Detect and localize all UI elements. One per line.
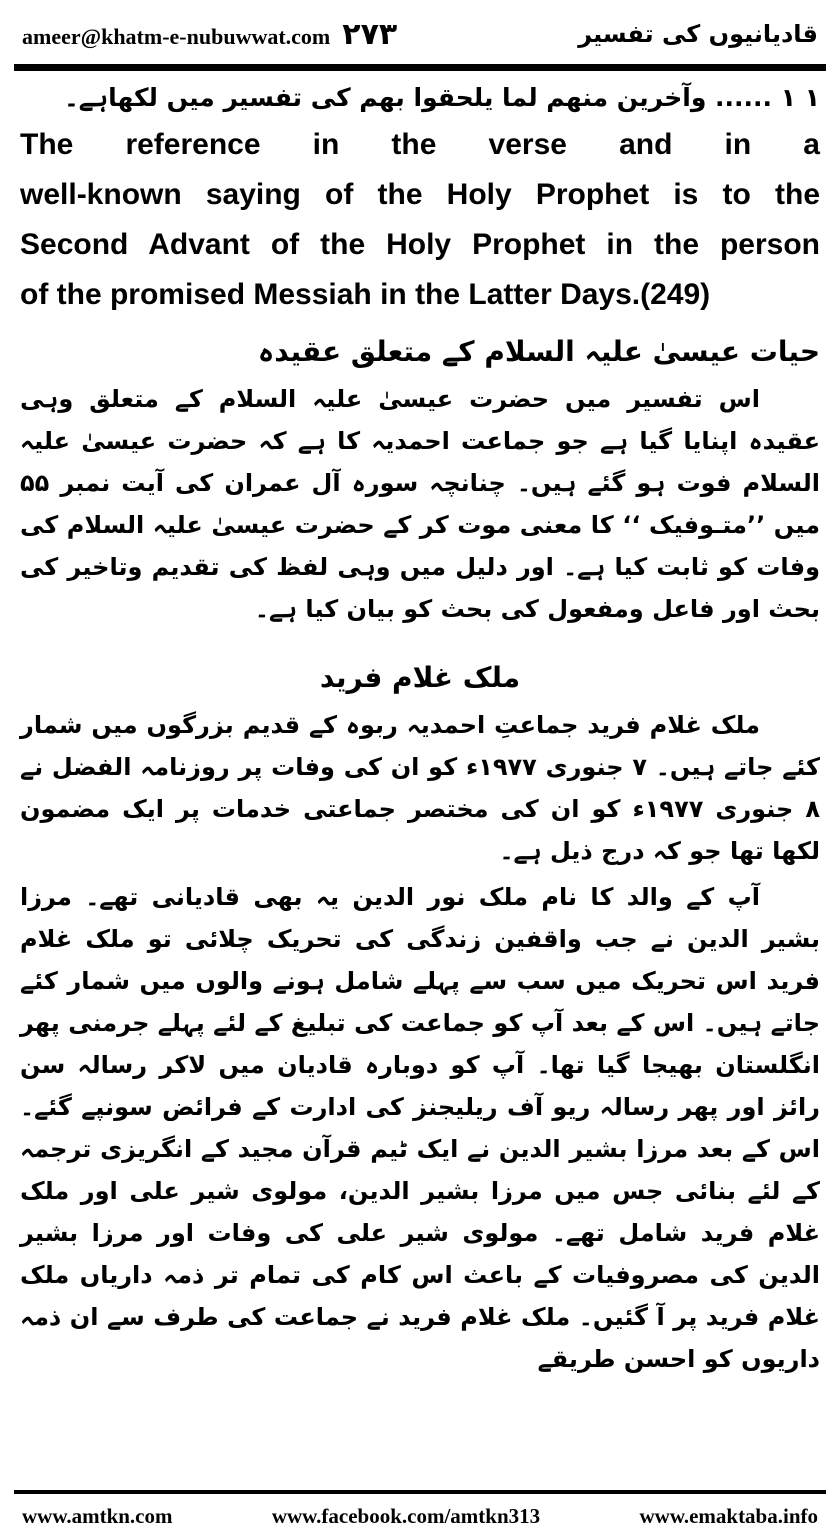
page-number: ۲۷۳ (342, 16, 398, 52)
header-rule (14, 64, 826, 71)
section-paragraph: ملک غلام فرید جماعتِ احمدیہ ربوہ کے قدیم بزرگوں میں شمار کئے جاتے ہیں۔ ۷ جنوری ۱۹۷۷ء کو ان کی وفات پر روزنامہ الفضل نے ۸ جنوری ۱۹۷۷ء کو ان کی مختصر جماعتی خدمات پر ایک مضمون لکھا تھا جو کہ درج ذیل ہے۔ (20, 711, 821, 865)
english-line: Second Advant of the Holy Prophet in the person (20, 228, 820, 261)
english-line: well-known saying of the Holy Prophet is to the (20, 178, 820, 211)
footer-rule (14, 1490, 826, 1494)
english-line: The reference in the verse and in a (20, 128, 820, 161)
book-title: قادیانیوں کی تفسیر (578, 20, 818, 48)
english-line: of the promised Messiah in the Latter Days.(249) (20, 278, 711, 311)
section-heading-hayat-isa: حیات عیسیٰ علیہ السلام کے متعلق عقیدہ (257, 335, 820, 368)
reference-line: ۱ ۱ ...... وآخرین منھم لما یلحقوا بھم کی تفسیر میں لکھاہے۔ (64, 83, 820, 112)
header-email: ameer@khatm-e-nubuwwat.com (22, 23, 331, 49)
section-heading-malik-ghulam-farid: ملک غلام فرید (319, 661, 521, 694)
footer-link-amtkn[interactable]: www.amtkn.com (22, 1503, 173, 1528)
english-quote (20, 120, 820, 320)
section-paragraph: آپ کے والد کا نام ملک نور الدین یہ بھی قادیانی تھے۔ مرزا بشیر الدین نے جب واقفین زندگی کی تحریک چلائی تو ملک غلام فرید اس تحریک میں سب سے پہلے شامل ہونے والوں میں شمار کئے جاتے ہیں۔ اس کے بعد آپ کو جماعت کی تبلیغ کے لئے پہلے جرمنی پھر انگلستان بھیجا گیا تھا۔ آپ کو دوبارہ قادیان میں لاکر رسالہ سن رائز اور پھر رسالہ ریو آف ریلیجنز کی ادارت کے فرائض سونپے گئے۔ اس کے بعد مرزا بشیر الدین نے ایک ٹیم قرآن مجید کے انگریزی ترجمہ کے لئے بنائی جس میں مرزا بشیر الدین، مولوی شیر علی اور ملک غلام فرید شامل تھے۔ مولوی شیر علی کی وفات اور مرزا بشیر الدین کی مصروفیات کے باعث اس کام کی تمام تر ذمہ داریاں ملک غلام فرید پر آ گئیں۔ ملک غلام فرید نے جماعت کی طرف سے ان ذمہ داریوں کو احسن طریقے (20, 883, 820, 1373)
page-header (22, 12, 818, 56)
section-paragraph: اس تفسیر میں حضرت عیسیٰ علیہ السلام کے متعلق وہی عقیدہ اپنایا گیا ہے جو جماعت احمدیہ کا ہے کہ حضرت عیسیٰ علیہ السلام فوت ہو گئے ہیں۔ چنانچہ سورہ آل عمران کی آیت نمبر ۵۵ میں ’’متـوفیک ‘‘ کا معنی موت کر کے حضرت عیسیٰ علیہ السلام کی وفات کو ثابت کیا ہے۔ اور دلیل میں وہی لفظ کی تقدیم وتاخیر کی بحث اور فاعل ومفعول کی بحث کو بیان کیا ہے۔ (20, 385, 820, 623)
page-body (20, 76, 820, 1380)
footer-link-facebook[interactable]: www.facebook.com/amtkn313 (271, 1503, 541, 1528)
header-left-group (22, 17, 397, 52)
page-footer (22, 1500, 818, 1532)
footer-link-emaktaba[interactable]: www.emaktaba.info (639, 1503, 818, 1528)
